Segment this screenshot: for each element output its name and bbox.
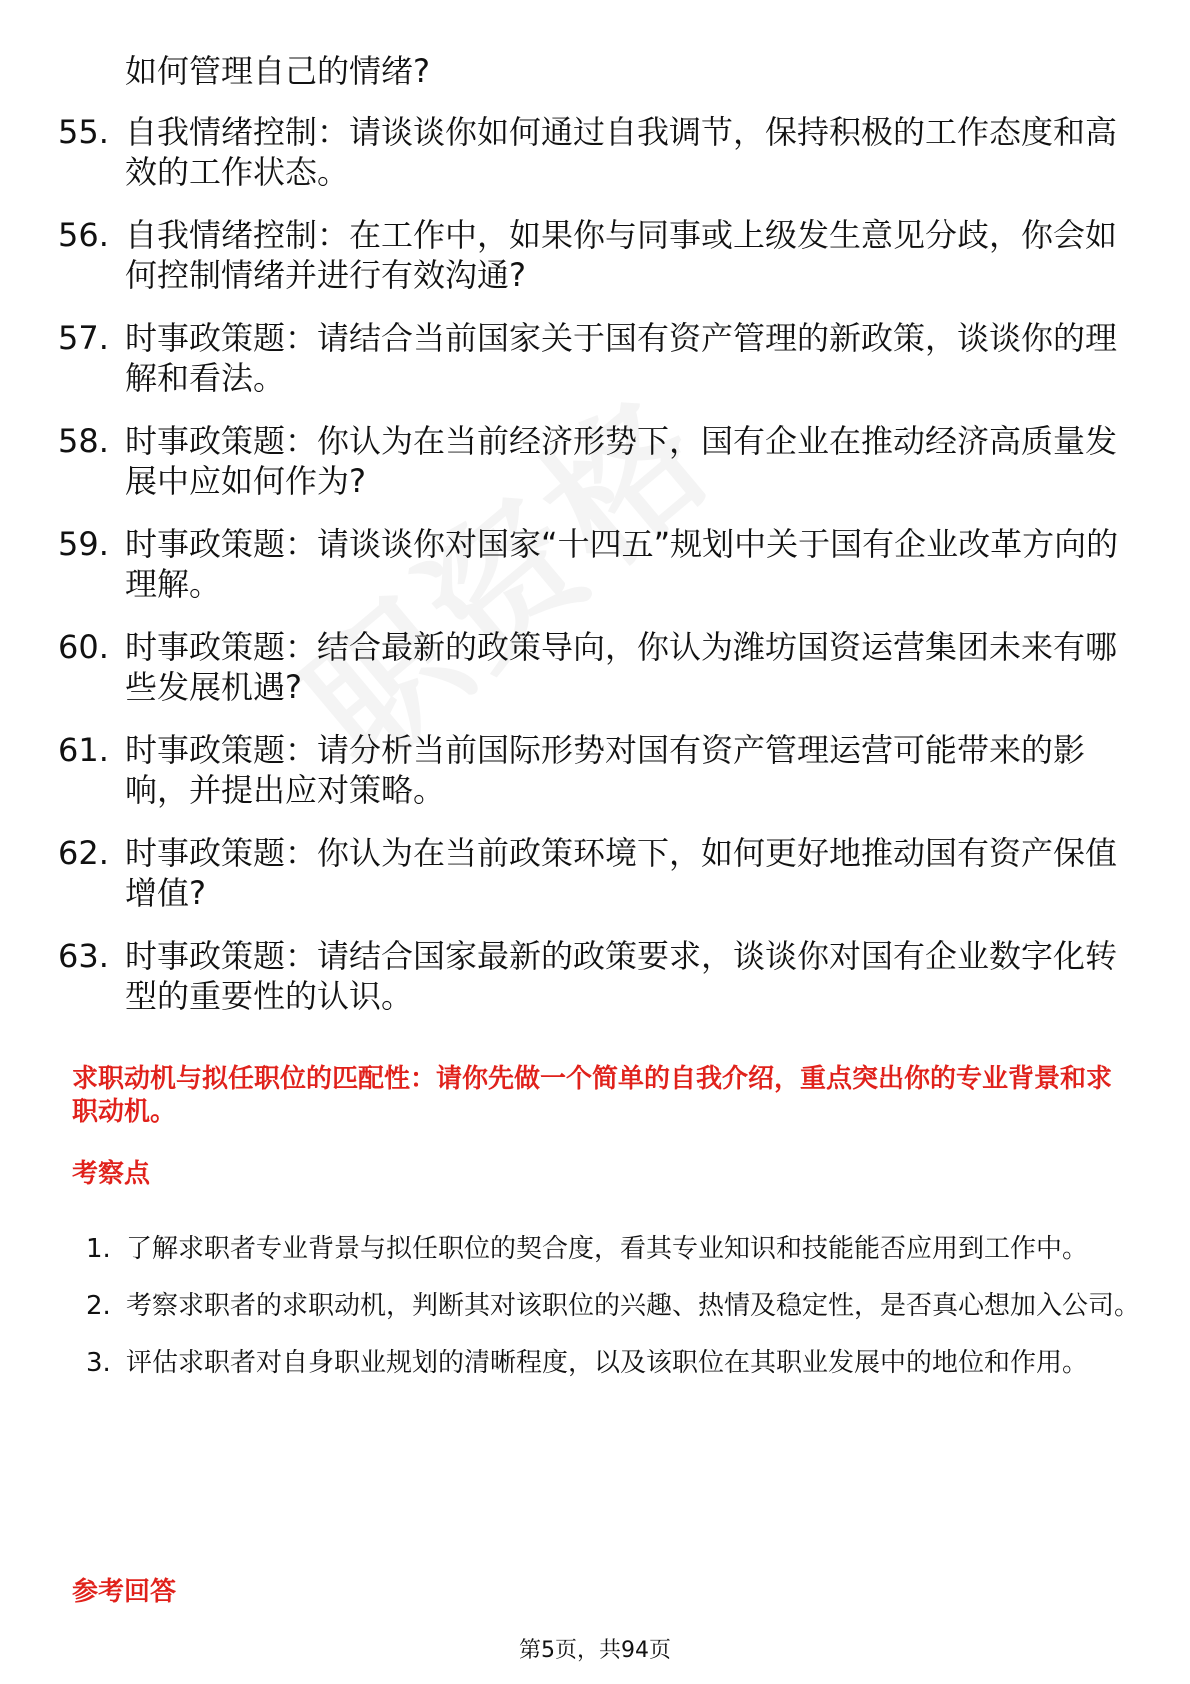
question-item bbox=[58, 318, 1138, 398]
question-item bbox=[58, 730, 1138, 810]
page-number: 第5页，共94页 bbox=[519, 1638, 671, 1663]
question-item bbox=[58, 112, 1138, 192]
question-number: 61. bbox=[58, 731, 109, 769]
question-number: 62. bbox=[58, 834, 109, 872]
question-text: 时事政策题：你认为在当前经济形势下，国有企业在推动经济高质量发展中应如何作为? bbox=[125, 422, 1118, 500]
point-text: 考察求职者的求职动机，判断其对该职位的兴趣、热情及稳定性，是否真心想加入公司。 bbox=[126, 1291, 1141, 1321]
question-text: 时事政策题：你认为在当前政策环境下，如何更好地推动国有资产保值增值? bbox=[125, 834, 1118, 912]
question-number: 55. bbox=[58, 113, 109, 151]
question-text: 时事政策题：请谈谈你对国家“十四五”规划中关于国有企业改革方向的理解。 bbox=[125, 525, 1119, 603]
points-label: 考察点 bbox=[72, 1159, 151, 1189]
question-item bbox=[58, 627, 1138, 707]
assessment-point bbox=[86, 1221, 1146, 1278]
question-number: 63. bbox=[58, 937, 109, 975]
answer-label: 参考回答 bbox=[72, 1577, 177, 1607]
question-number: 57. bbox=[58, 319, 109, 357]
point-number: 2. bbox=[86, 1291, 111, 1321]
question-text: 自我情绪控制：请谈谈你如何通过自我调节，保持积极的工作态度和高效的工作状态。 bbox=[125, 113, 1118, 191]
question-text: 时事政策题：请结合当前国家关于国有资产管理的新政策，谈谈你的理解和看法。 bbox=[125, 319, 1118, 397]
assessment-point bbox=[86, 1335, 1146, 1392]
question-item bbox=[58, 936, 1138, 1016]
assessment-points-list bbox=[86, 1221, 1146, 1392]
question-number: 58. bbox=[58, 422, 109, 460]
point-number: 1. bbox=[86, 1234, 111, 1264]
question-number: 56. bbox=[58, 216, 109, 254]
point-number: 3. bbox=[86, 1348, 111, 1378]
question-number: 59. bbox=[58, 525, 109, 563]
question-text: 自我情绪控制：在工作中，如果你与同事或上级发生意见分歧，你会如何控制情绪并进行有效沟通? bbox=[125, 216, 1118, 294]
question-item bbox=[58, 524, 1138, 604]
point-text: 了解求职者专业背景与拟任职位的契合度，看其专业知识和技能能否应用到工作中。 bbox=[126, 1234, 1089, 1264]
question-item bbox=[58, 833, 1138, 913]
question-item bbox=[58, 215, 1138, 295]
continued-question-text: 如何管理自己的情绪? bbox=[125, 52, 430, 90]
question-list bbox=[58, 112, 1138, 1039]
question-text: 时事政策题：请分析当前国际形势对国有资产管理运营可能带来的影响，并提出应对策略。 bbox=[125, 731, 1086, 809]
question-item bbox=[58, 421, 1138, 501]
question-text: 时事政策题：结合最新的政策导向，你认为潍坊国资运营集团未来有哪些发展机遇? bbox=[125, 628, 1118, 706]
question-number: 60. bbox=[58, 628, 109, 666]
assessment-point bbox=[86, 1278, 1146, 1335]
section-heading: 求职动机与拟任职位的匹配性：请你先做一个简单的自我介绍，重点突出你的专业背景和求职动机。 bbox=[72, 1064, 1113, 1127]
point-text: 评估求职者对自身职业规划的清晰程度，以及该职位在其职业发展中的地位和作用。 bbox=[126, 1348, 1089, 1378]
question-text: 时事政策题：请结合国家最新的政策要求，谈谈你对国有企业数字化转型的重要性的认识。 bbox=[125, 937, 1118, 1015]
